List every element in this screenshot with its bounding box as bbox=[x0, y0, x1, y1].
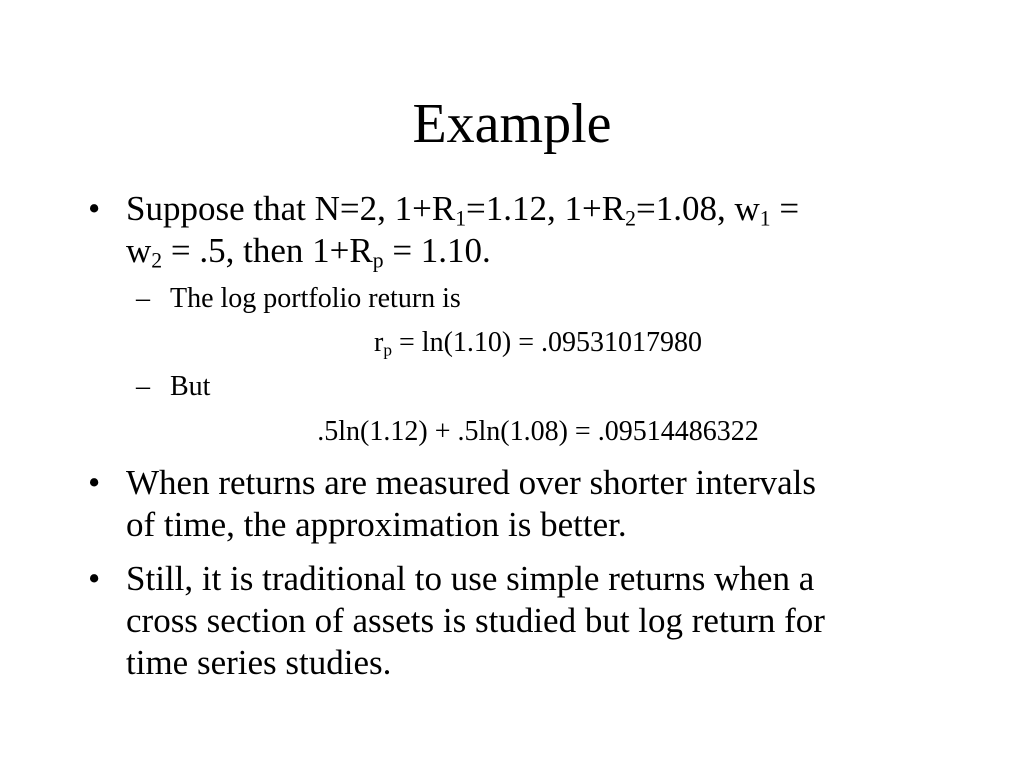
bullet-mark: • bbox=[88, 463, 101, 502]
bullet-3-line-1: Still, it is traditional to use simple returns when a bbox=[126, 559, 815, 598]
sub-bullet-2 bbox=[136, 370, 916, 404]
dash-mark: – bbox=[136, 283, 150, 314]
sub-bullet-1-text: The log portfolio return is bbox=[170, 283, 461, 314]
bullet-2-text bbox=[126, 462, 946, 546]
sub-bullet-1 bbox=[136, 282, 916, 316]
bullet-2-line-2: of time, the approximation is better. bbox=[126, 505, 627, 544]
bullet-2 bbox=[88, 462, 948, 546]
bullet-3-line-2: cross section of assets is studied but log return for bbox=[126, 601, 825, 640]
bullet-1-line-2: $w_2 = .5$, then $1+R_p = 1.10$. bbox=[126, 231, 491, 273]
bullet-3-line-3: time series studies. bbox=[126, 643, 392, 682]
formula-1: $r_p = \ln(1.10) = .09531017980$ bbox=[373, 327, 703, 360]
bullet-2-line-1: When returns are measured over shorter intervals bbox=[126, 463, 816, 502]
bullet-1 bbox=[88, 188, 948, 272]
bullet-mark: • bbox=[88, 559, 101, 598]
formula-2: .5ln(1.12) + .5ln(1.08) = .09514486322 bbox=[317, 416, 759, 447]
bullet-1-text bbox=[126, 188, 946, 272]
bullet-3 bbox=[88, 558, 948, 684]
sub-bullet-2-text: But bbox=[170, 371, 211, 402]
bullet-3-text bbox=[126, 558, 946, 684]
bullet-1-line-1: Suppose that N=2, $1+R_1=1.12$, $1+R_2=1.08$, $w_1$ = bbox=[126, 189, 800, 231]
dash-mark: – bbox=[136, 371, 150, 402]
slide-title: Example bbox=[412, 93, 612, 155]
bullet-mark: • bbox=[88, 189, 101, 228]
